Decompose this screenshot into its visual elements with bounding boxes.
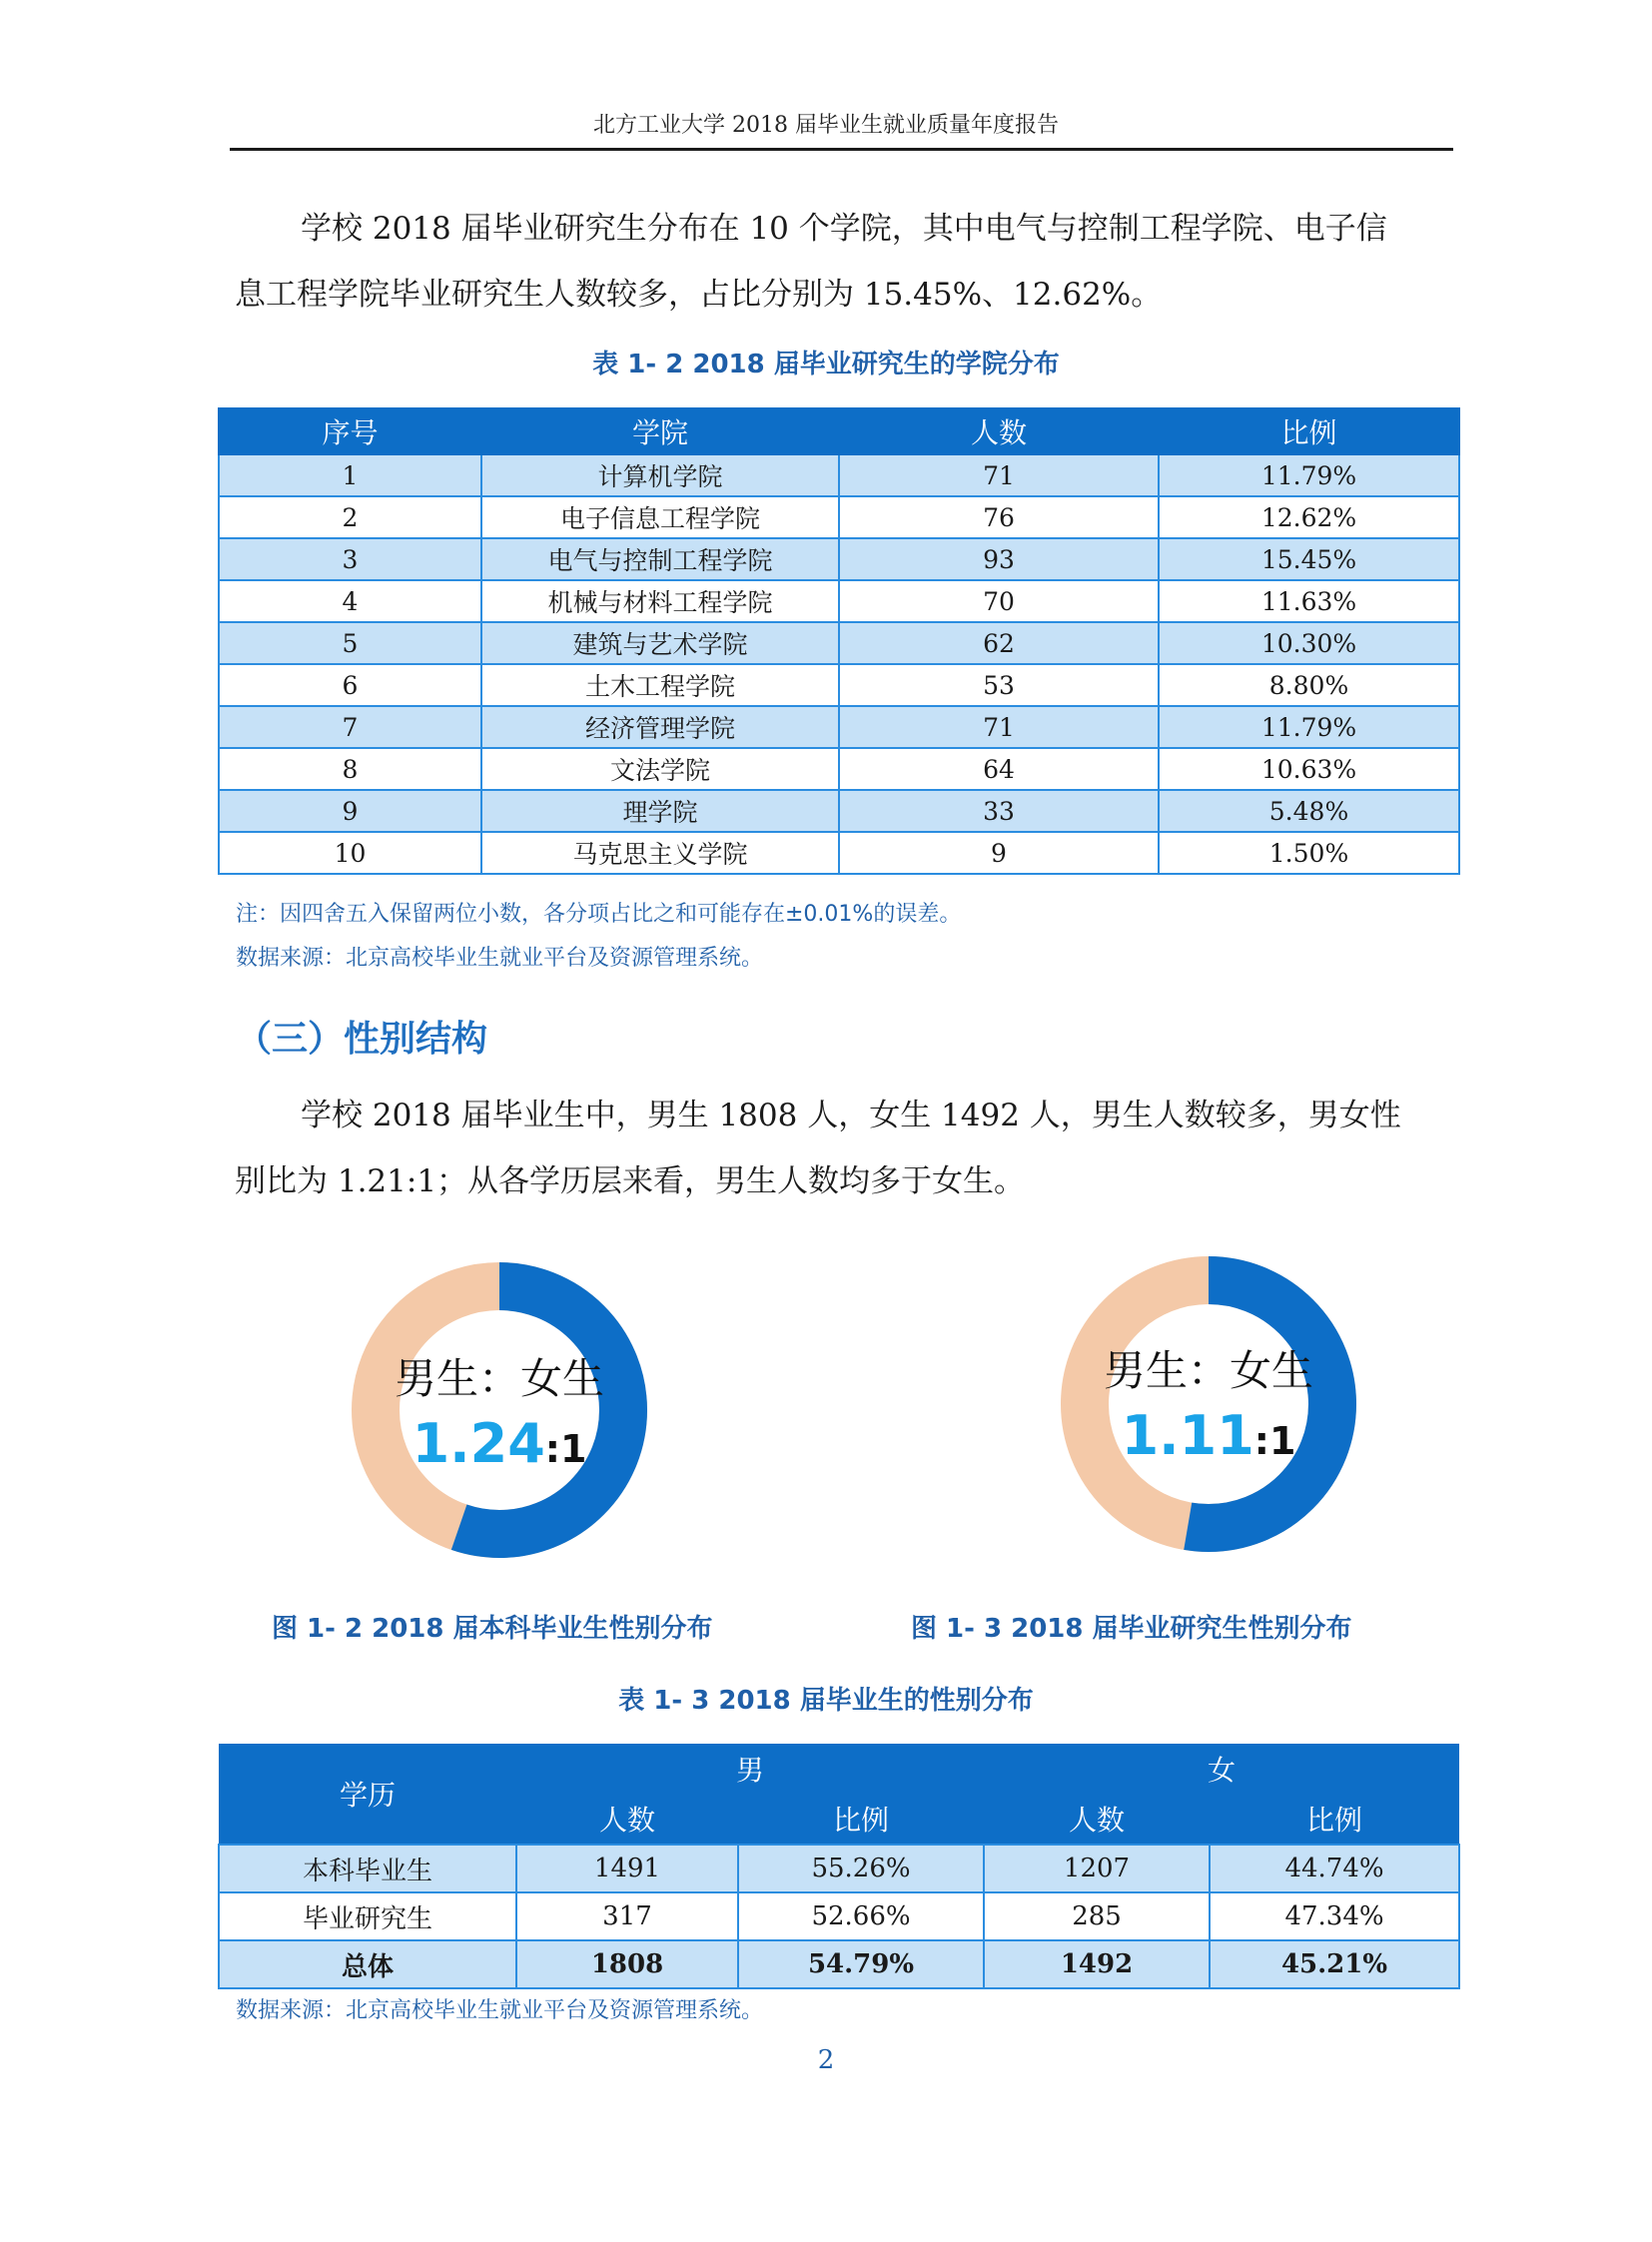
table-cell: 7: [219, 706, 481, 748]
table-cell: 317: [516, 1892, 738, 1940]
column-header: 人数: [516, 1794, 738, 1845]
donut-center-label: [1049, 1338, 1368, 1467]
table-cell: 经济管理学院: [481, 706, 839, 748]
table-cell: 理学院: [481, 790, 839, 832]
table2-caption: 表 1- 3 2018 届毕业生的性别分布: [618, 1686, 1034, 1716]
table-cell: 10: [219, 832, 481, 874]
table-cell: 文法学院: [481, 748, 839, 790]
table-cell: 本科毕业生: [219, 1845, 516, 1892]
table-cell: 8: [219, 748, 481, 790]
ratio-value: [340, 1412, 659, 1475]
table-cell: 电气与控制工程学院: [481, 538, 839, 580]
table-cell: 5: [219, 622, 481, 664]
table-cell: 5.48%: [1159, 790, 1459, 832]
table-cell: 71: [839, 454, 1159, 496]
chart1-caption: 图 1- 2 2018 届本科毕业生性别分布: [272, 1614, 713, 1644]
table-cell: 1207: [984, 1845, 1210, 1892]
table-cell: 1492: [984, 1940, 1210, 1988]
column-header: 女: [984, 1744, 1459, 1794]
ratio-value: [1049, 1404, 1368, 1467]
table-cell: 54.79%: [738, 1940, 984, 1988]
table-cell: 44.74%: [1210, 1845, 1459, 1892]
column-header: 序号: [219, 408, 481, 454]
table-cell: 3: [219, 538, 481, 580]
donut-center-label: [340, 1346, 659, 1475]
table-cell: 4: [219, 580, 481, 622]
table-cell: 285: [984, 1892, 1210, 1940]
column-header: 人数: [839, 408, 1159, 454]
table-cell: 70: [839, 580, 1159, 622]
table-cell: 1: [219, 454, 481, 496]
ratio-title: 男生：女生: [1103, 1346, 1313, 1395]
table-row: [219, 748, 1459, 790]
table-row: [219, 1892, 1459, 1940]
table-cell: 71: [839, 706, 1159, 748]
table-cell: 1808: [516, 1940, 738, 1988]
table-header-row: [219, 1744, 1459, 1794]
table-row: [219, 664, 1459, 706]
paragraph-line: 别比为 1.21:1；从各学历层来看，男生人数均多于女生。: [235, 1163, 1026, 1199]
table-row: [219, 454, 1459, 496]
table-cell: 毕业研究生: [219, 1892, 516, 1940]
column-header: 比例: [738, 1794, 984, 1845]
ratio-title: 男生：女生: [394, 1354, 604, 1403]
ratio-number: 1.24: [412, 1412, 545, 1475]
table-cell: 15.45%: [1159, 538, 1459, 580]
table-row: [219, 790, 1459, 832]
table-cell: 64: [839, 748, 1159, 790]
ratio-number: 1.11: [1121, 1404, 1254, 1467]
table-cell: 55.26%: [738, 1845, 984, 1892]
table-cell: 6: [219, 664, 481, 706]
table-cell: 62: [839, 622, 1159, 664]
table-cell: 11.63%: [1159, 580, 1459, 622]
page-header-title: 北方工业大学 2018 届毕业生就业质量年度报告: [593, 113, 1059, 138]
chart2-caption: 图 1- 3 2018 届毕业研究生性别分布: [911, 1614, 1352, 1644]
table-row: [219, 706, 1459, 748]
gender-paragraph: [235, 1083, 1433, 1214]
table1-caption: 表 1- 2 2018 届毕业研究生的学院分布: [592, 350, 1060, 379]
table-cell: 建筑与艺术学院: [481, 622, 839, 664]
table-cell: 2: [219, 496, 481, 538]
table1-note: 注：因四舍五入保留两位小数，各分项占比之和可能存在±0.01%的误差。: [236, 902, 962, 927]
table-cell: 10.30%: [1159, 622, 1459, 664]
column-header: 男: [516, 1744, 984, 1794]
table-cell: 11.79%: [1159, 454, 1459, 496]
paragraph-line: 息工程学院毕业研究生人数较多，占比分别为 15.45%、12.62%。: [235, 277, 1163, 313]
section-title: （三）性别结构: [236, 1019, 488, 1060]
table-cell: 9: [219, 790, 481, 832]
table-cell: 9: [839, 832, 1159, 874]
paragraph-line: 学校 2018 届毕业生中，男生 1808 人，女生 1492 人，男生人数较多，男女性: [301, 1098, 1401, 1133]
paragraph-line: 学校 2018 届毕业研究生分布在 10 个学院，其中电气与控制工程学院、电子信: [301, 211, 1387, 247]
table-row: [219, 622, 1459, 664]
table-cell: 电子信息工程学院: [481, 496, 839, 538]
table-row: [219, 832, 1459, 874]
column-header: 比例: [1159, 408, 1459, 454]
column-header: 学历: [219, 1744, 516, 1845]
intro-paragraph: [235, 196, 1433, 328]
column-header: 学院: [481, 408, 839, 454]
page-number: 2: [817, 2045, 835, 2075]
table-cell: 机械与材料工程学院: [481, 580, 839, 622]
table-cell: 1491: [516, 1845, 738, 1892]
table-cell: 1.50%: [1159, 832, 1459, 874]
ratio-denominator: :1: [544, 1427, 587, 1471]
table-cell: 11.79%: [1159, 706, 1459, 748]
college-distribution-table: [218, 407, 1460, 875]
table-cell: 土木工程学院: [481, 664, 839, 706]
table-row: [219, 496, 1459, 538]
table-cell: 计算机学院: [481, 454, 839, 496]
column-header: 比例: [1210, 1794, 1459, 1845]
table-total-row: [219, 1940, 1459, 1988]
table-cell: 93: [839, 538, 1159, 580]
table-row: [219, 1845, 1459, 1892]
ratio-denominator: :1: [1253, 1419, 1296, 1463]
table-row: [219, 580, 1459, 622]
table-cell: 8.80%: [1159, 664, 1459, 706]
table2-source: 数据来源：北京高校毕业生就业平台及资源管理系统。: [236, 1998, 764, 2023]
table-cell: 12.62%: [1159, 496, 1459, 538]
table-cell: 45.21%: [1210, 1940, 1459, 1988]
table-cell: 47.34%: [1210, 1892, 1459, 1940]
gender-distribution-table: [218, 1744, 1460, 1989]
table1-source: 数据来源：北京高校毕业生就业平台及资源管理系统。: [236, 946, 764, 971]
table-cell: 76: [839, 496, 1159, 538]
table-row: [219, 538, 1459, 580]
table-cell: 52.66%: [738, 1892, 984, 1940]
table-cell: 33: [839, 790, 1159, 832]
column-header: 人数: [984, 1794, 1210, 1845]
table-cell: 总体: [219, 1940, 516, 1988]
table-header-row: [219, 408, 1459, 454]
table-cell: 马克思主义学院: [481, 832, 839, 874]
table-cell: 10.63%: [1159, 748, 1459, 790]
header-divider: [230, 148, 1453, 151]
table-cell: 53: [839, 664, 1159, 706]
